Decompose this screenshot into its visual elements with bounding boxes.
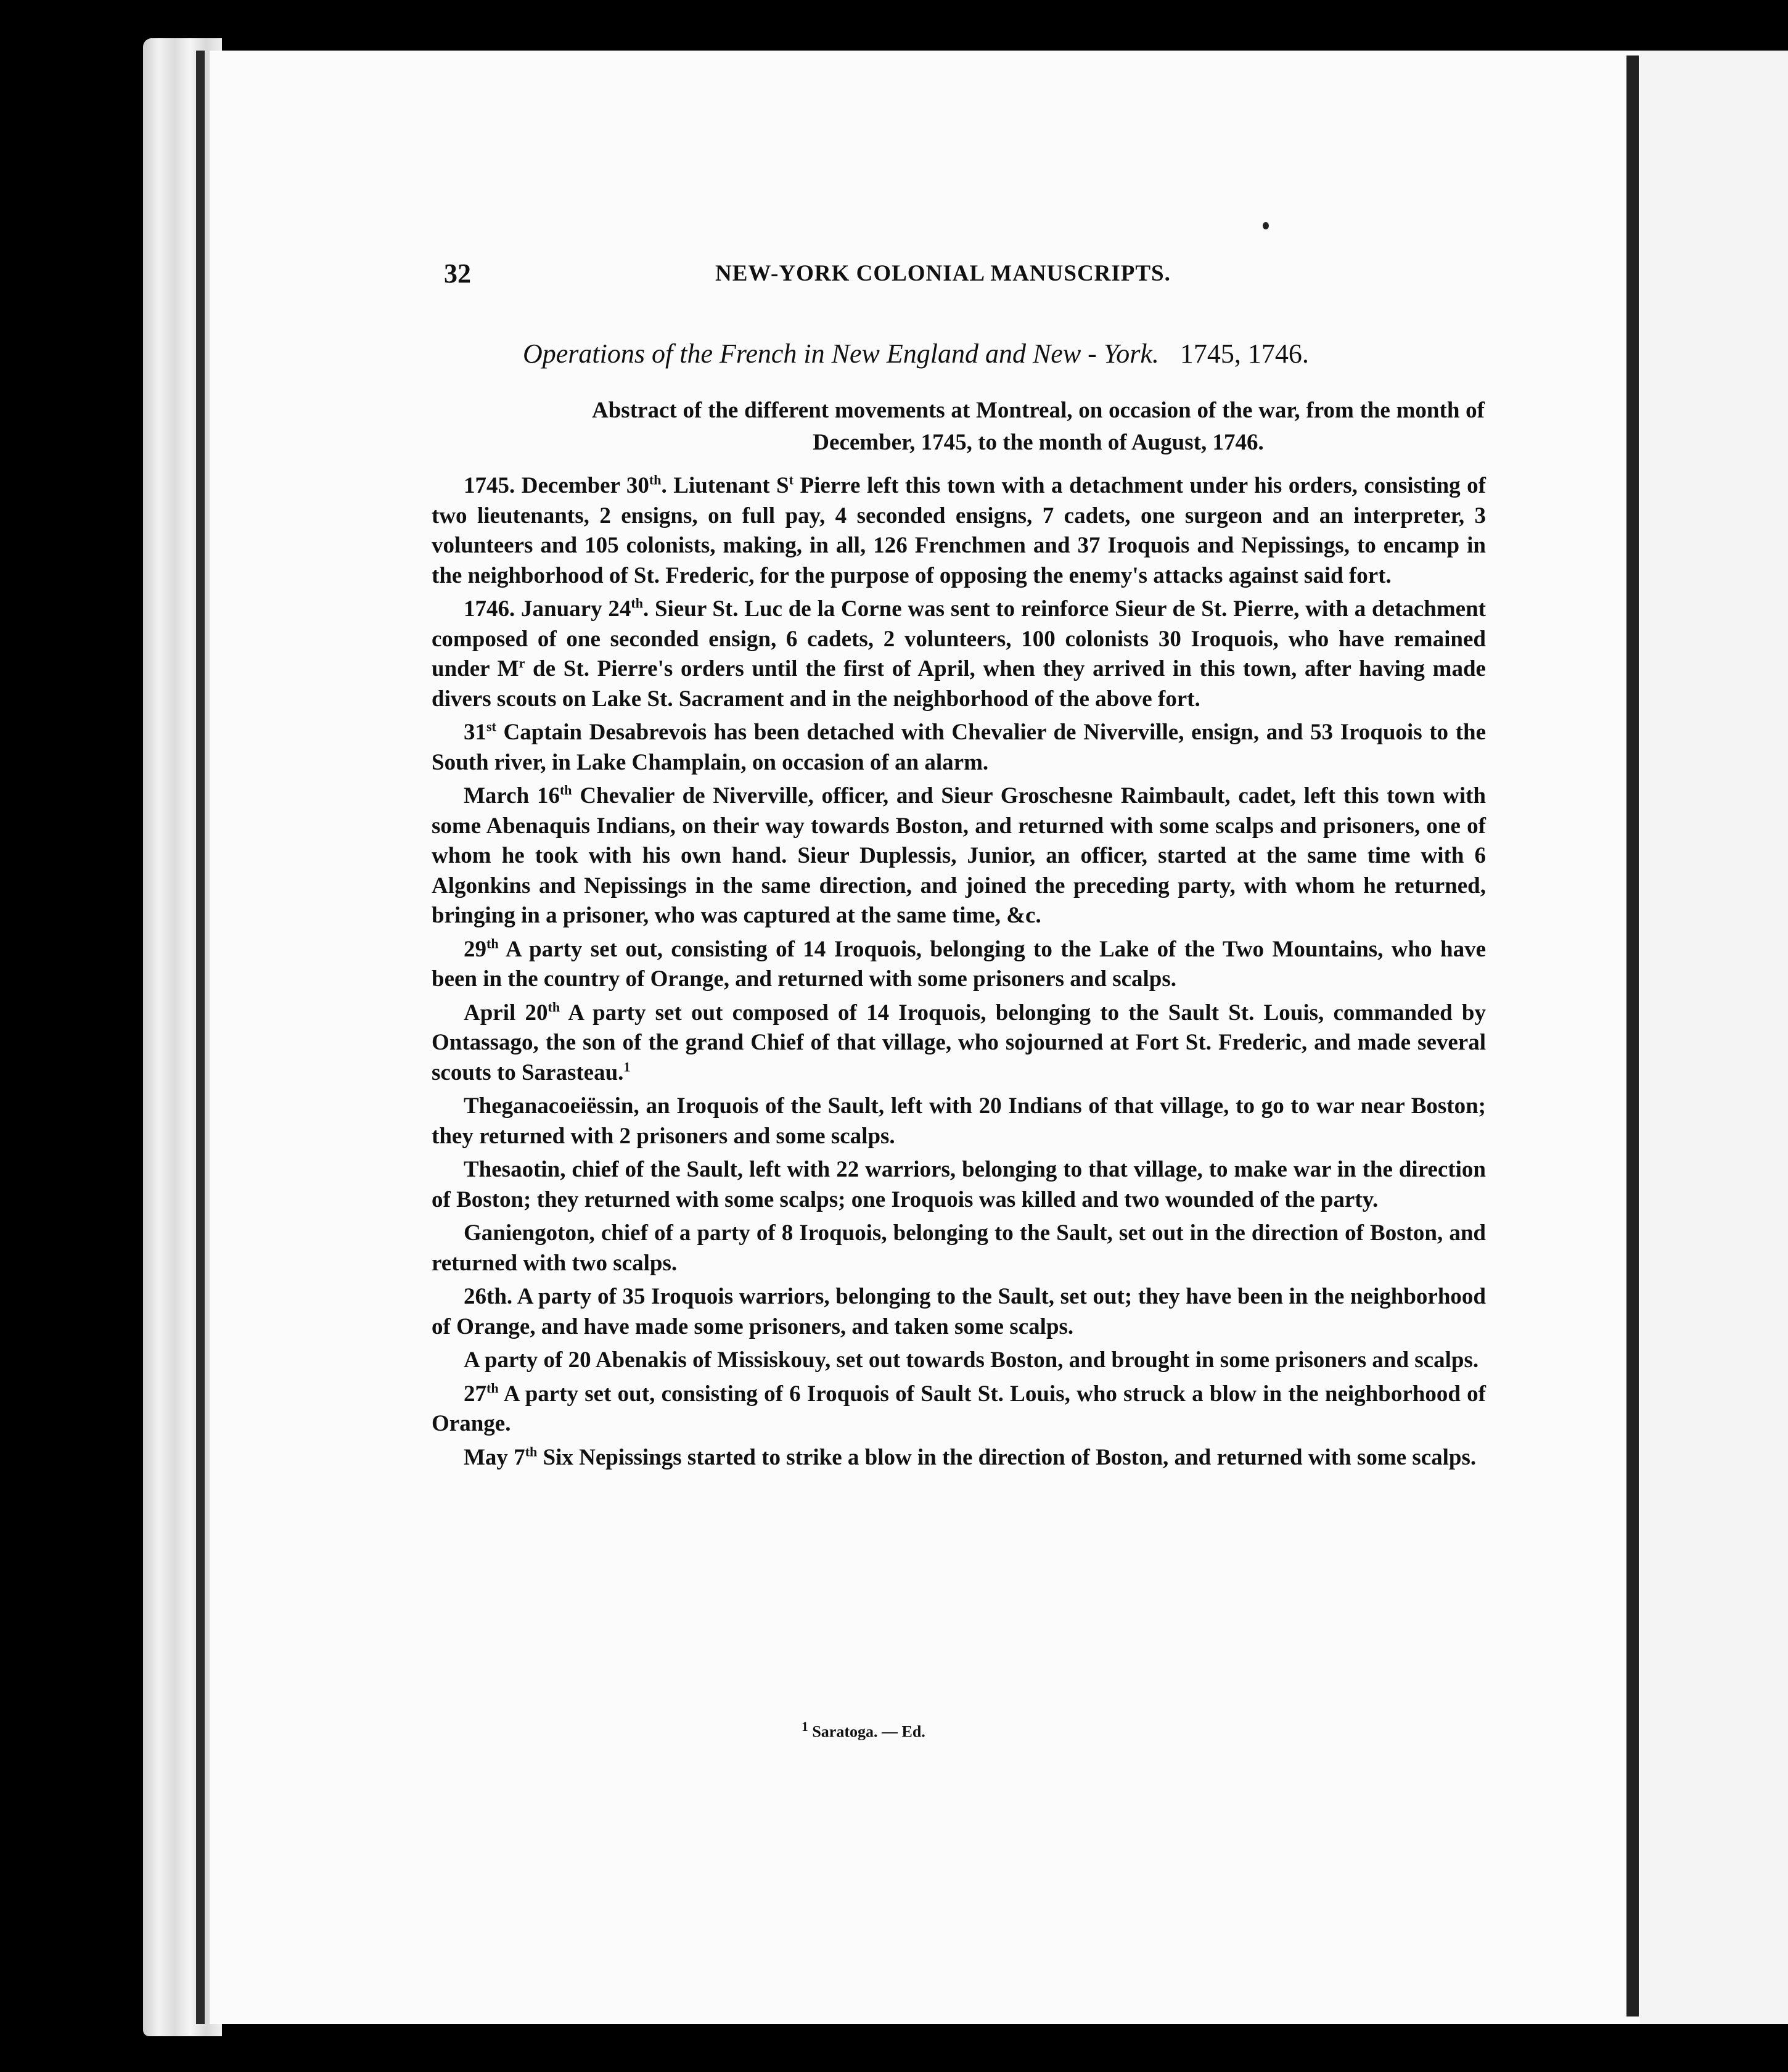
binding-shadow [1626,56,1639,2016]
paragraph-sup: th [631,595,643,611]
paragraph-pre: Thesaotin, chief of the Sault, left with 22 warriors, belonging to that village, to make war in the direction of Boston; they returned with some scalps; one Iroquois was killed and two wounded of the party. [432,1157,1486,1212]
body-paragraph [432,998,1486,1088]
body-paragraph [432,1443,1486,1473]
body-paragraph [432,1219,1486,1278]
footnote-text: Saratoga. — Ed. [808,1722,925,1741]
body-paragraph [432,1155,1486,1215]
paragraph-pre: 31 [464,720,486,745]
paragraph-sup: th [486,1380,499,1396]
body-paragraph [432,1092,1486,1151]
paragraph-sup2: 1 [623,1059,631,1075]
body-paragraph [432,718,1486,778]
paragraph-text: A party set out, consisting of 6 Iroquois of Sault St. Louis, who struck a blow in the neighborhood of Orange. [432,1381,1486,1436]
paragraph-pre: May 7 [464,1444,525,1470]
paragraph-text: Chevalier de Niverville, officer, and Sieur Groschesne Raimbault, cadet, left this town with some Abenaquis Indians, on their way towards Boston, and returned with some scalps and prisoners, one of whom he took with his own hand. Sieur Duplessis, Junior, an officer, started at the same time with 6 Algonkins and Nepissings in the same direction, and joined the preceding party, with whom he returned, bringing in a prisoner, who was captured at the same time, &c. [432,783,1487,928]
footnote-marker: 1 [802,1719,808,1734]
footnote [802,1719,925,1741]
paragraph-pre: 1746. January 24 [464,596,631,622]
paragraph-sup: th [486,935,499,952]
paragraph-sup: st [486,718,496,734]
section-title [523,338,1460,369]
facing-page-strip [1640,51,1788,2024]
body-paragraph [432,1282,1486,1342]
paragraph-pre: A party of 20 Abenakis of Missiskouy, set out towards Boston, and brought in some prisoners and scalps. [464,1347,1479,1373]
ink-spot [1263,222,1269,229]
paragraph-text: . Sieur St. Luc de la Corne was sent to reinforce Sieur de St. Pierre, with a detachment composed of one seconded ensign, 6 cadets, 2 volunteers, 100 colonists 30 Iroquois, who have remained under M [432,596,1486,681]
body-paragraph [432,935,1486,995]
paragraph-text: Six Nepissings started to strike a blow in the direction of Boston, and returned with some scalps. [537,1444,1477,1470]
paragraph-pre: March 16 [464,783,560,808]
paragraph-pre: 1745. December 30 [464,473,649,498]
page-edge-shadow [196,51,205,2024]
paragraph-sup: th [547,999,560,1015]
body-paragraph [432,781,1486,931]
paragraph-text: A party set out composed of 14 Iroquois, belonging to the Sault St. Louis, commanded by Ontassago, the son of the grand Chief of that village, who sojourned at Fort St. Frederic, and made several scouts to Sarasteau. [432,1000,1486,1085]
abstract: Abstract of the different movements at Montreal, on occasion of the war, from the month of December, 1745, to the month of August, 1746. [592,398,1485,455]
paragraph-pre: 27 [464,1381,486,1407]
paragraph-sup: th [559,782,572,798]
paragraph-text2: Pierre left this town with a detachment under his orders, consisting of two lieutenants, 2 ensigns, on full pay, 4 seconded ensigns, 7 cadets, one surgeon and an interpreter, 3 volunteers and 105 colonists, making, in all, 126 Frenchmen and 37 Iroquois and Nepissings, to encamp in the neighborhood of St. Frederic, for the purpose of opposing the enemy's attacks against said fort. [432,473,1487,588]
body-paragraph [432,594,1486,714]
body-paragraph [432,471,1486,591]
paragraph-pre: Theganacoeiëssin, an Iroquois of the Sault, left with 20 Indians of that village, to go to war near Boston; they returned with 2 prisoners and some scalps. [432,1093,1486,1149]
page-header [444,258,1591,295]
body-paragraph [432,1379,1486,1439]
paragraph-text: A party set out, consisting of 14 Iroquois, belonging to the Lake of the Two Mountains, who have been in the country of Orange, and returned with some prisoners and scalps. [432,936,1486,992]
document-body [432,471,1486,1476]
paragraph-pre: 29 [464,936,486,962]
paragraph-text2: de St. Pierre's orders until the first of April, when they arrived in this town, after having made divers scouts on Lake St. Sacrament and in the neighborhood of the above fort. [432,656,1486,712]
section-title-text: Operations of the French in New England and New - York. [523,339,1159,369]
paragraph-pre: April 20 [464,1000,548,1026]
running-head: NEW-YORK COLONIAL MANUSCRIPTS. [715,261,1171,286]
body-paragraph [432,1346,1486,1376]
paragraph-sup: th [649,472,662,488]
paragraph-sup2: r [519,655,525,671]
paragraph-sup: th [525,1444,538,1460]
paragraph-pre: 26th. A party of 35 Iroquois warriors, belonging to the Sault, set out; they have been in the neighborhood of Orange, and have made some prisoners, and taken some scalps. [432,1284,1486,1339]
paragraph-text: . Liutenant S [661,473,789,498]
paragraph-pre: Ganiengoton, chief of a party of 8 Iroquois, belonging to the Sault, set out in the direction of Boston, and returned with two scalps. [432,1220,1486,1276]
page-number: 32 [444,258,471,289]
section-years: 1745, 1746. [1179,339,1309,369]
paragraph-text: Captain Desabrevois has been detached with Chevalier de Niverville, ensign, and 53 Iroquois to the South river, in Lake Champlain, on occasion of an alarm. [432,720,1486,775]
paragraph-sup2: t [789,472,794,488]
